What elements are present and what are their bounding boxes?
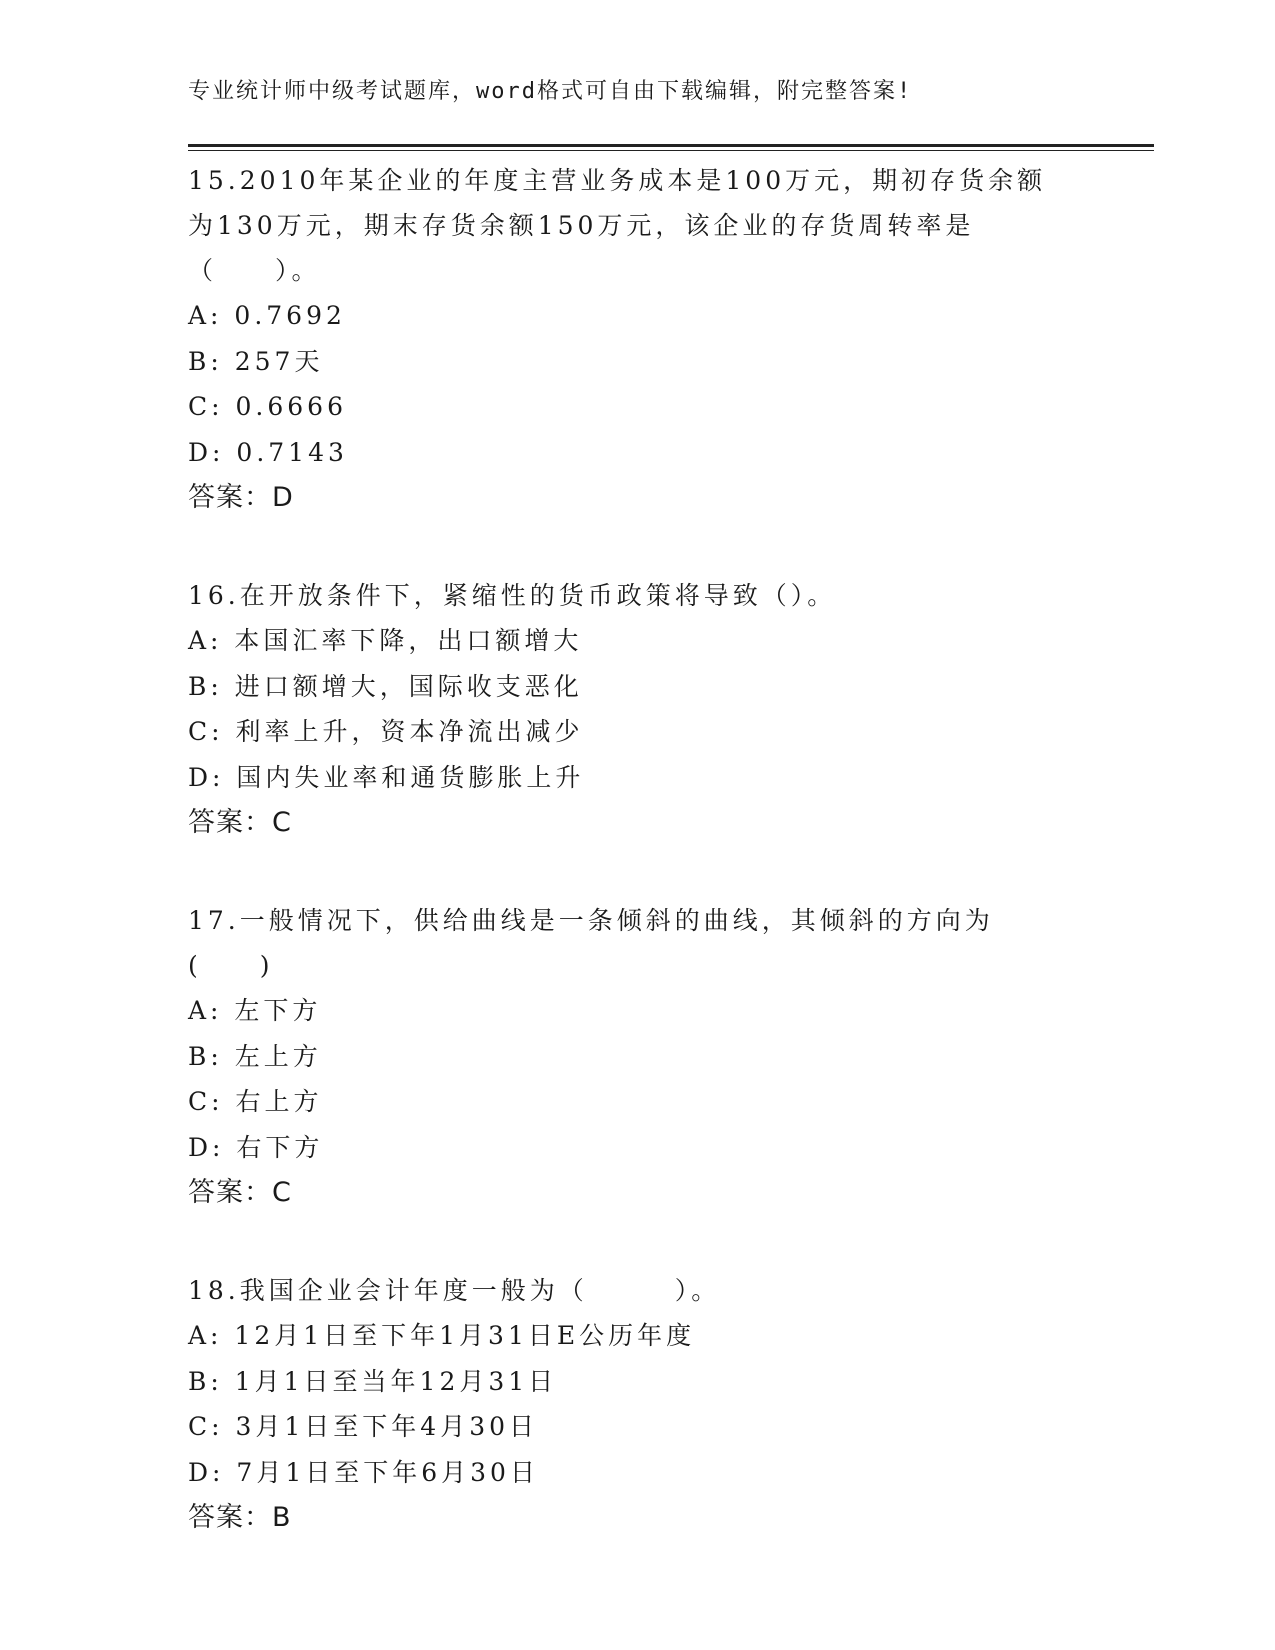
option-a: A: 0.7692 — [188, 301, 346, 330]
question-list — [188, 158, 1154, 1593]
option-c: C: 右上方 — [188, 1087, 323, 1116]
question-stem: 16.在开放条件下，紧缩性的货币政策将导致（）。 — [188, 581, 837, 610]
question-stem: 18.我国企业会计年度一般为（ ）。 — [188, 1276, 721, 1305]
question-17 — [188, 898, 1154, 1216]
header-rule-thin — [188, 150, 1154, 151]
option-b: B: 1月1日至当年12月31日 — [188, 1366, 558, 1396]
question-stem: 15.2010年某企业的年度主营业务成本是100万元，期初存货余额为130万元，期末存货余额150万元，该企业的存货周转率是（ ）。 — [188, 166, 1047, 285]
question-16 — [188, 573, 1154, 846]
answer: 答案：C — [188, 1177, 292, 1208]
answer: 答案：D — [188, 482, 294, 513]
question-stem: 17.一般情况下，供给曲线是一条倾斜的曲线，其倾斜的方向为( ) — [188, 906, 994, 980]
option-b: B: 左上方 — [188, 1041, 322, 1071]
header-rule-thick — [188, 144, 1154, 147]
option-a: A: 本国汇率下降，出口额增大 — [188, 626, 583, 655]
option-d: D: 7月1日至下年6月30日 — [188, 1457, 539, 1487]
option-c: C: 0.6666 — [188, 392, 347, 421]
answer: 答案：B — [188, 1502, 292, 1533]
option-b: B: 进口额增大，国际收支恶化 — [188, 671, 583, 701]
option-a: A: 左下方 — [188, 996, 322, 1025]
option-d: D: 右下方 — [188, 1132, 324, 1162]
option-d: D: 国内失业率和通货膨胀上升 — [188, 762, 585, 792]
page-header: 专业统计师中级考试题库，word格式可自由下载编辑，附完整答案! — [188, 79, 913, 104]
question-15 — [188, 158, 1154, 521]
answer: 答案：C — [188, 807, 292, 838]
option-d: D: 0.7143 — [188, 437, 348, 467]
option-c: C: 利率上升，资本净流出减少 — [188, 717, 584, 746]
option-a: A: 12月1日至下年1月31日E公历年度 — [188, 1321, 696, 1350]
option-c: C: 3月1日至下年4月30日 — [188, 1412, 539, 1441]
question-18 — [188, 1268, 1154, 1541]
option-b: B: 257天 — [188, 346, 324, 376]
